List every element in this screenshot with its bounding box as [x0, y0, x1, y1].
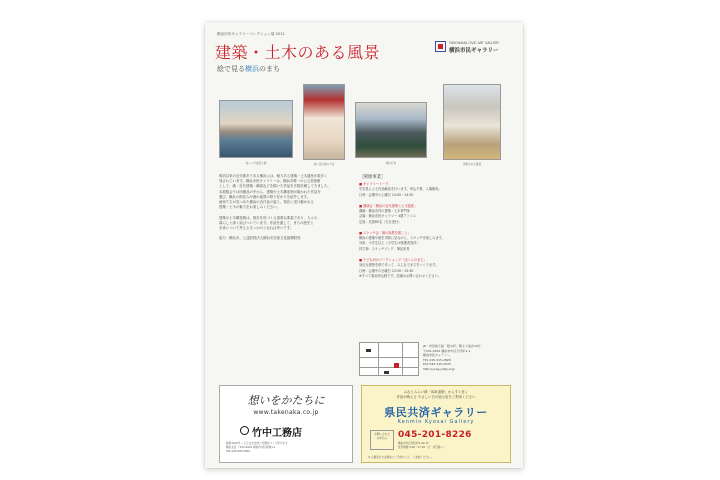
map-road: [360, 367, 419, 368]
access-line: JR・市営地下鉄「桜木町」駅より徒歩10分: [423, 344, 481, 348]
ad-detail-line: 受付時間 9:00〜17:00（日・祝日除く）: [398, 445, 446, 449]
ad-footnote: ※ 主催者の方は事前にご予約のうえ、ご来館ください。: [368, 456, 434, 459]
ad-footer-line: TEL 045-000-0000: [226, 450, 250, 453]
info-line: ■ スケッチ会「港の風景を描こう」: [359, 230, 411, 235]
access-line: 横浜市民ギャラリー: [423, 353, 451, 358]
subtitle-highlight: 横浜: [245, 65, 259, 73]
company-logo-icon: [240, 426, 249, 435]
body-line: として、港・近代建築・橋梁などを描いた作品を多数収蔵してきました。: [219, 184, 331, 189]
body-line: 明治以来の近代都市である横浜には、魅力ある建築・土木遺産が数多く: [219, 174, 328, 178]
body-line: 協力：横浜市、公益財団法人横浜市芸術文化振興財団: [219, 236, 301, 241]
body-line: 建築・土木の魅力をお楽しみください。: [219, 205, 281, 210]
info-title: ［関連事業］: [359, 175, 386, 180]
ad-gallery-name: 県民共済ギャラリー: [384, 406, 488, 419]
body-line: 建築や土木構造物は、都市を形づくる重要な要素であり、人々の: [219, 215, 318, 220]
access-line: 〒231-0031 横浜市中区万代町1-1: [423, 348, 471, 353]
series-label: 横浜市民ギャラリーコレクション展 2011: [217, 32, 285, 36]
ad-details: [398, 442, 506, 449]
station-icon: [366, 349, 371, 352]
ad-footer-line: 横浜支店 〒231-0001 横浜市中区新港1-1: [226, 446, 276, 449]
ad-slogan: 想いをかたちに: [247, 394, 325, 407]
info-line: 身近な建物を紙で作って、みんなでまちをつくります。: [359, 263, 439, 268]
info-line: 学芸員による作品解説を行います。申込不要、入場無料。: [359, 187, 442, 192]
artwork-image: [355, 102, 427, 158]
access-info: [423, 344, 513, 372]
gallery-logo: [435, 38, 515, 62]
artwork-caption: 港の灯台: [385, 162, 397, 165]
artwork-caption: 赤レンガ倉庫と港: [245, 162, 267, 165]
ad-company: 竹中工務店: [252, 428, 302, 439]
body-text: [219, 174, 349, 242]
ad-tagline-line: みなとみらい線「馬車道駅」からすぐ近く: [403, 390, 469, 394]
map-road: [402, 343, 403, 376]
info-line: ※すべて事前申込制です。詳細はお問い合わせください。: [359, 273, 442, 278]
gallery-logo-icon: [435, 41, 446, 52]
artwork-image: [303, 84, 345, 160]
artwork-caption: 洋館のある風景: [462, 163, 482, 166]
body-line: 画家たちが見つめた横浜の近代化の姿と、現在に受け継がれる: [219, 200, 314, 205]
info-line: ■ ギャラリートーク: [359, 182, 389, 186]
access-line: http://ycag.yafjp.org/: [423, 366, 455, 371]
ad-url: www.takenaka.co.jp: [253, 409, 319, 416]
sponsor-ad-kenmin: [361, 385, 511, 463]
info-line: 持ち物：スケッチブック、筆記用具: [359, 246, 410, 251]
ad-footer: [226, 442, 348, 454]
artwork-image: [219, 100, 293, 158]
gallery-location-icon: [394, 363, 399, 368]
event-info: [359, 182, 511, 279]
ad-tagline: [362, 390, 510, 400]
ad-gallery-en: Kenmin Kyosai Gallery: [397, 419, 475, 425]
body-line: 未来について考えるきっかけとなれば幸いです。: [219, 226, 294, 231]
subtitle-pre: 絵で見る: [217, 65, 245, 73]
artwork-image: [443, 84, 501, 160]
gallery-logo-jp: 横浜市民ギャラリー: [449, 48, 499, 54]
page-title: 建築・土木のある風景: [215, 43, 381, 62]
access-line: TEL 045-315-2828: [423, 357, 451, 362]
artwork-caption: 赤い家の前の少女: [313, 163, 335, 166]
body-line: 残されています。横浜市民ギャラリーは、横浜市唯一の公立美術館: [219, 179, 321, 184]
body-line: 本展覧会では所蔵品の中から、建築や土木構造物が描かれた作品を: [219, 189, 321, 194]
map-road: [360, 357, 419, 358]
ad-detail-line: 横浜市中区相生町2-40 1F: [398, 442, 429, 445]
sponsor-ad-takenaka: [219, 385, 353, 463]
flyer-sheet: [205, 22, 523, 468]
info-line: 会場：横浜市民ギャラリー 4階アトリエ: [359, 214, 417, 219]
info-line: ■ 講演会「横浜の近代建築と土木遺産」: [359, 203, 418, 208]
body-line: 選び、横浜の街並みや港の風景の移り変わりを紹介します。: [219, 194, 311, 199]
ad-footer-line: 創業1610年 ─ 人と社会を結ぶ空間をつくり続けます: [226, 442, 288, 445]
info-line: 講師：横浜市内の建築・土木専門家: [359, 209, 410, 214]
access-map: [359, 342, 419, 376]
access-line: FAX 045-315-3033: [423, 362, 451, 367]
ad-contact-line: お問い合わせ: [374, 433, 390, 436]
ad-contact-box: [370, 430, 394, 450]
info-line: 定員：先着80名（当日受付）: [359, 219, 402, 224]
info-line: 日時：会期中の土曜日 14:00〜14:30: [359, 192, 414, 197]
station-icon: [384, 371, 389, 374]
body-line: 暮らしと深く結びついています。作品を通して、まちの歴史と: [219, 220, 314, 225]
subtitle-post: のまち: [259, 65, 280, 73]
ad-contact-line: お申込み: [376, 436, 388, 440]
subtitle: [217, 64, 280, 74]
info-line: 対象：小学生以上（小学生は保護者同伴）: [359, 241, 420, 246]
info-line: 日時：会期中の日曜日 13:30〜15:30: [359, 268, 414, 273]
ad-phone: 045-201-8226: [398, 430, 472, 440]
info-line: ■ 子ども向けワークショップ「ぼくらのまち」: [359, 257, 427, 262]
info-line: 横浜の建築や港を実際に見ながら、スケッチを楽しみます。: [359, 236, 445, 241]
map-road: [378, 343, 379, 376]
gallery-logo-en: YOKOHAMA CIVIC ART GALLERY: [449, 41, 500, 45]
ad-tagline-line: 作品が映える やさしい白の展示室をご利用ください: [396, 395, 476, 399]
